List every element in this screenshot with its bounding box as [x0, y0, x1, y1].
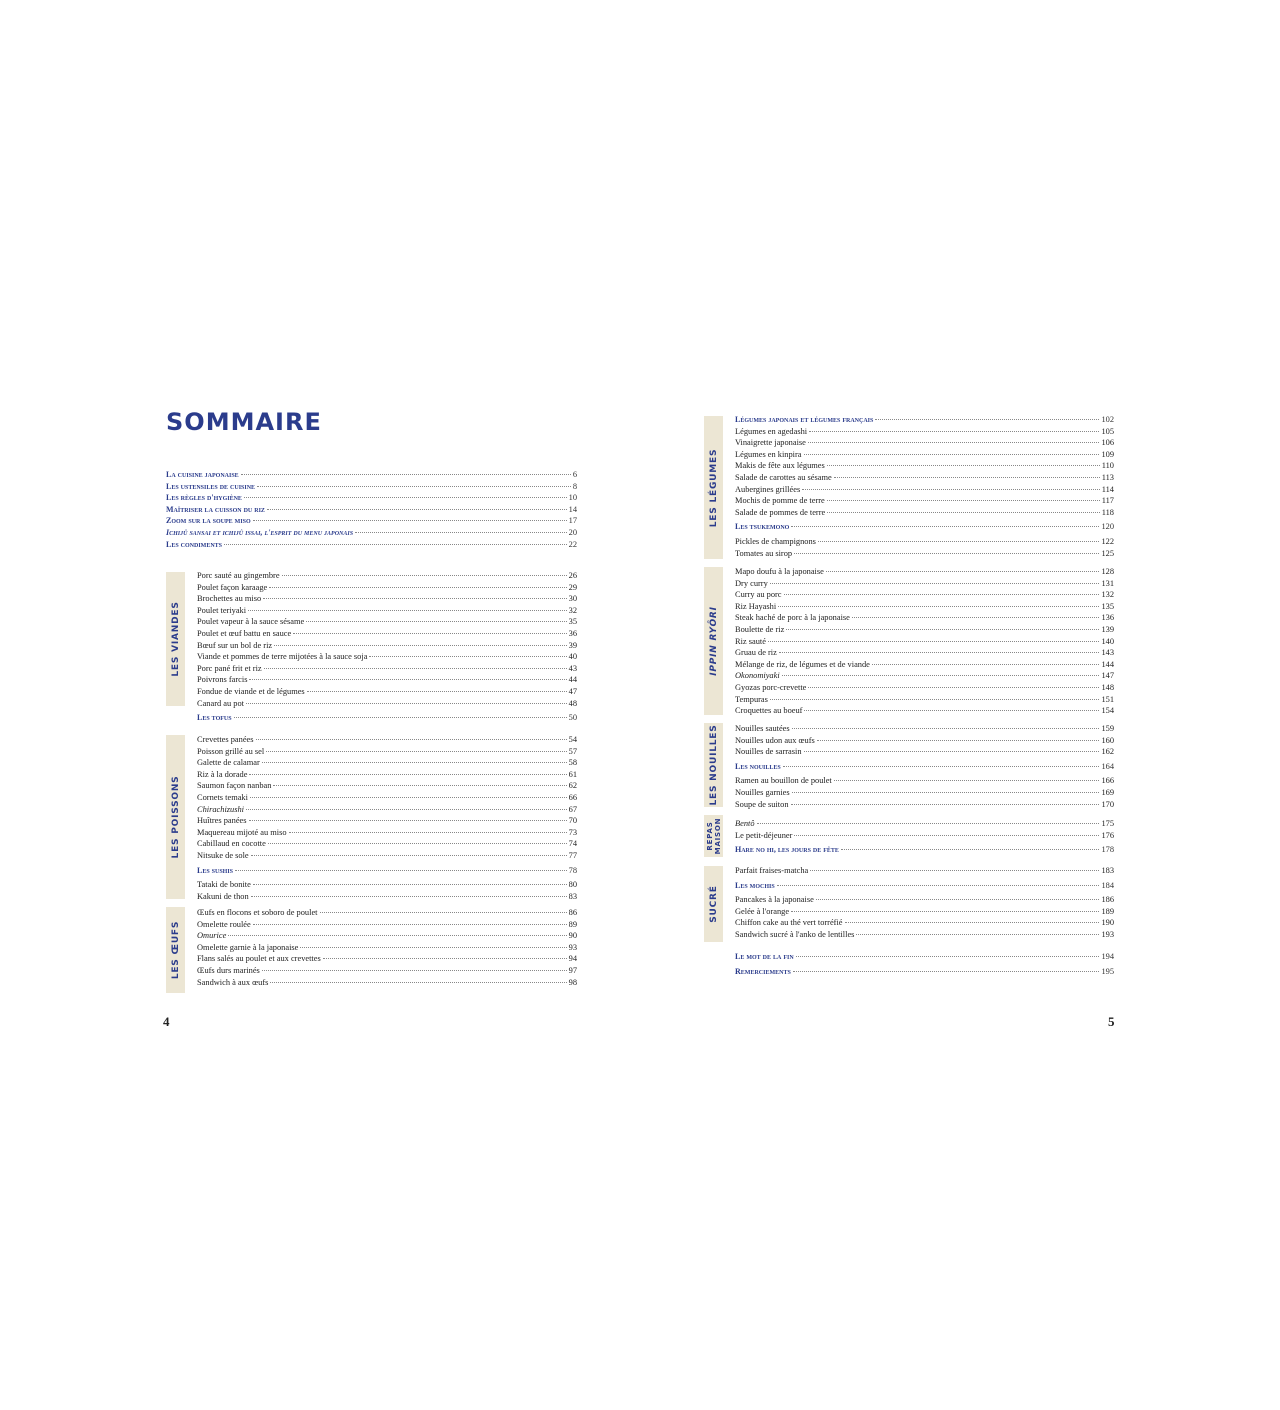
toc-entry[interactable]: Poulet façon karaage 29: [197, 582, 577, 592]
toc-entry[interactable]: Porc sauté au gingembre 26: [197, 571, 577, 580]
toc-entry[interactable]: Les condiments 22: [166, 539, 577, 549]
toc-entry[interactable]: Canard au pot 48: [197, 698, 577, 708]
intro-list: [166, 469, 577, 550]
toc-entry[interactable]: Mélange de riz, de légumes et de viande 144: [735, 659, 1114, 669]
section-tab-legumes: [704, 416, 723, 559]
section-label-sucre: SUCRÉ: [708, 885, 719, 923]
toc-entry[interactable]: Nouilles garnies 169: [735, 787, 1114, 797]
toc-entry[interactable]: Aubergines grillées 114: [735, 484, 1114, 494]
toc-entry[interactable]: Omurice 90: [197, 931, 577, 941]
toc-entry[interactable]: Maquereau mijoté au miso 73: [197, 827, 577, 837]
toc-subsection-entry[interactable]: Hare no hi, les jours de fête 178: [735, 845, 1114, 855]
section-label-ippin: IPPIN RYÔRI: [708, 606, 719, 676]
toc-entry[interactable]: Boulette de riz 139: [735, 624, 1114, 634]
toc-entry[interactable]: Poulet vapeur à la sauce sésame 35: [197, 617, 577, 627]
toc-entry[interactable]: Cornets temaki 66: [197, 792, 577, 802]
toc-entry[interactable]: Viande et pommes de terre mijotées à la sauce soja 40: [197, 652, 577, 662]
toc-entry[interactable]: Zoom sur la soupe miso 17: [166, 516, 577, 526]
section-list-legumes: [735, 414, 1114, 559]
toc-entry[interactable]: Poulet teriyaki 32: [197, 605, 577, 615]
toc-entry[interactable]: Omelette garnie à la japonaise 93: [197, 942, 577, 952]
toc-entry[interactable]: Remerciements 195: [735, 966, 1114, 976]
section-list-repas-maison: [735, 818, 1114, 856]
toc-entry[interactable]: Vinaigrette japonaise 106: [735, 438, 1114, 448]
toc-entry[interactable]: Huîtres panées 70: [197, 816, 577, 826]
toc-entry[interactable]: Riz à la dorade 61: [197, 769, 577, 779]
toc-subsection-entry[interactable]: Les tofus 50: [197, 713, 577, 723]
section-list-poissons: [197, 734, 577, 902]
toc-entry[interactable]: Croquettes au boeuf 154: [735, 706, 1114, 716]
toc-entry[interactable]: Fondue de viande et de légumes 47: [197, 686, 577, 696]
toc-entry[interactable]: Les règles d'hygiène 10: [166, 493, 577, 503]
toc-subsection-entry[interactable]: Les nouilles 164: [735, 761, 1114, 771]
section-tab-sucre: [704, 866, 723, 942]
toc-entry[interactable]: Œufs en flocons et soboro de poulet 86: [197, 908, 577, 917]
toc-entry[interactable]: Légumes en agedashi 105: [735, 426, 1114, 436]
toc-entry[interactable]: Salade de pommes de terre 118: [735, 507, 1114, 517]
section-label-nouilles: LES NOUILLES: [708, 724, 719, 806]
toc-entry[interactable]: Dry curry 131: [735, 578, 1114, 588]
section-label-poissons: LES POISSONS: [170, 775, 181, 859]
toc-entry[interactable]: Tempuras 151: [735, 694, 1114, 704]
section-label-legumes: LES LÉGUMES: [708, 448, 719, 527]
page-number-right: 5: [1108, 1014, 1115, 1029]
toc-entry[interactable]: Le petit-déjeuner 176: [735, 830, 1114, 840]
section-list-sucre: [735, 865, 1114, 941]
section-tab-ippin: [704, 567, 723, 715]
toc-entry[interactable]: Gruau de riz 143: [735, 648, 1114, 658]
section-tab-poissons: [166, 735, 185, 899]
toc-subsection-entry[interactable]: Légumes japonais et légumes français 102: [735, 415, 1114, 424]
page-title: SOMMAIRE: [166, 408, 322, 436]
section-tab-viandes: [166, 572, 185, 706]
section-list-nouilles: [735, 723, 1114, 810]
toc-entry[interactable]: Crevettes panées 54: [197, 735, 577, 744]
toc-entry[interactable]: Omelette roulée 89: [197, 919, 577, 929]
toc-entry[interactable]: Galette de calamar 58: [197, 758, 577, 768]
toc-entry[interactable]: Nitsuke de sole 77: [197, 850, 577, 860]
section-list-viandes: [197, 570, 577, 724]
toc-entry[interactable]: Œufs durs marinés 97: [197, 965, 577, 975]
toc-entry[interactable]: Nouilles de sarrasin 162: [735, 747, 1114, 757]
toc-entry[interactable]: Gyozas porc-crevette 148: [735, 682, 1114, 692]
toc-entry[interactable]: Bentô 175: [735, 819, 1114, 828]
section-label-repas-maison: REPAS MAISON: [705, 817, 722, 855]
toc-entry[interactable]: Chirachizushi 67: [197, 804, 577, 814]
toc-entry[interactable]: Parfait fraises-matcha 183: [735, 866, 1114, 875]
toc-entry[interactable]: Le mot de la fin 194: [735, 952, 1114, 961]
section-list-oeufs: [197, 907, 577, 988]
toc-entry[interactable]: Pancakes à la japonaise 186: [735, 895, 1114, 905]
toc-entry[interactable]: Les ustensiles de cuisine 8: [166, 481, 577, 491]
section-tab-nouilles: [704, 723, 723, 807]
toc-entry[interactable]: Gelée à l'orange 189: [735, 906, 1114, 916]
toc-entry[interactable]: Maîtriser la cuisson du riz 14: [166, 504, 577, 514]
toc-entry[interactable]: La cuisine japonaise 6: [166, 470, 577, 479]
toc-entry[interactable]: Mochis de pomme de terre 117: [735, 496, 1114, 506]
toc-entry[interactable]: Brochettes au miso 30: [197, 594, 577, 604]
toc-entry[interactable]: Légumes en kinpira 109: [735, 449, 1114, 459]
section-label-oeufs: LES ŒUFS: [170, 920, 181, 980]
toc-entry[interactable]: Nouilles udon aux œufs 160: [735, 735, 1114, 745]
toc-entry[interactable]: Riz Hayashi 135: [735, 601, 1114, 611]
toc-entry[interactable]: Tataki de bonite 80: [197, 880, 577, 890]
toc-entry[interactable]: Poivrons farcis 44: [197, 675, 577, 685]
toc-entry[interactable]: Curry au porc 132: [735, 590, 1114, 600]
toc-entry[interactable]: Poulet et œuf battu en sauce 36: [197, 628, 577, 638]
toc-entry[interactable]: Tomates au sirop 125: [735, 548, 1114, 558]
section-list-ippin: [735, 566, 1114, 717]
toc-entry[interactable]: Mapo doufu à la japonaise 128: [735, 567, 1114, 576]
toc-entry[interactable]: Makis de fête aux légumes 110: [735, 461, 1114, 471]
page-number-left: 4: [163, 1014, 170, 1029]
toc-entry[interactable]: Saumon façon nanban 62: [197, 781, 577, 791]
toc-entry[interactable]: Porc pané frit et riz 43: [197, 663, 577, 673]
section-label-viandes: LES VIANDES: [170, 601, 181, 677]
toc-subsection-entry[interactable]: Les tsukemono 120: [735, 522, 1114, 532]
toc-entry[interactable]: Bœuf sur un bol de riz 39: [197, 640, 577, 650]
section-tab-repas-maison: [704, 815, 723, 857]
toc-entry[interactable]: Okonomiyaki 147: [735, 671, 1114, 681]
toc-entry[interactable]: Steak haché de porc à la japonaise 136: [735, 613, 1114, 623]
toc-entry[interactable]: Kakuni de thon 83: [197, 891, 577, 901]
toc-entry[interactable]: Salade de carottes au sésame 113: [735, 472, 1114, 482]
toc-entry[interactable]: Ichijû sansai et ichijû issai, l'esprit du menu japonais 20: [166, 527, 577, 537]
toc-entry[interactable]: Poisson grillé au sel 57: [197, 746, 577, 756]
toc-entry[interactable]: Sandwich sucré à l'anko de lentilles 193: [735, 929, 1114, 939]
toc-entry[interactable]: Cabillaud en cocotte 74: [197, 839, 577, 849]
toc-entry[interactable]: Chiffon cake au thé vert torréfié 190: [735, 918, 1114, 928]
toc-entry[interactable]: Soupe de suiton 170: [735, 799, 1114, 809]
toc-entry[interactable]: Pickles de champignons 122: [735, 536, 1114, 546]
toc-entry[interactable]: Flans salés au poulet et aux crevettes 94: [197, 954, 577, 964]
toc-entry[interactable]: Sandwich à aux œufs 98: [197, 977, 577, 987]
toc-subsection-entry[interactable]: Les sushis 78: [197, 865, 577, 875]
toc-entry[interactable]: Riz sauté 140: [735, 636, 1114, 646]
outro-list: [735, 951, 1114, 977]
toc-entry[interactable]: Ramen au bouillon de poulet 166: [735, 776, 1114, 786]
toc-subsection-entry[interactable]: Les mochis 184: [735, 880, 1114, 890]
toc-entry[interactable]: Nouilles sautées 159: [735, 724, 1114, 733]
section-tab-oeufs: [166, 907, 185, 993]
